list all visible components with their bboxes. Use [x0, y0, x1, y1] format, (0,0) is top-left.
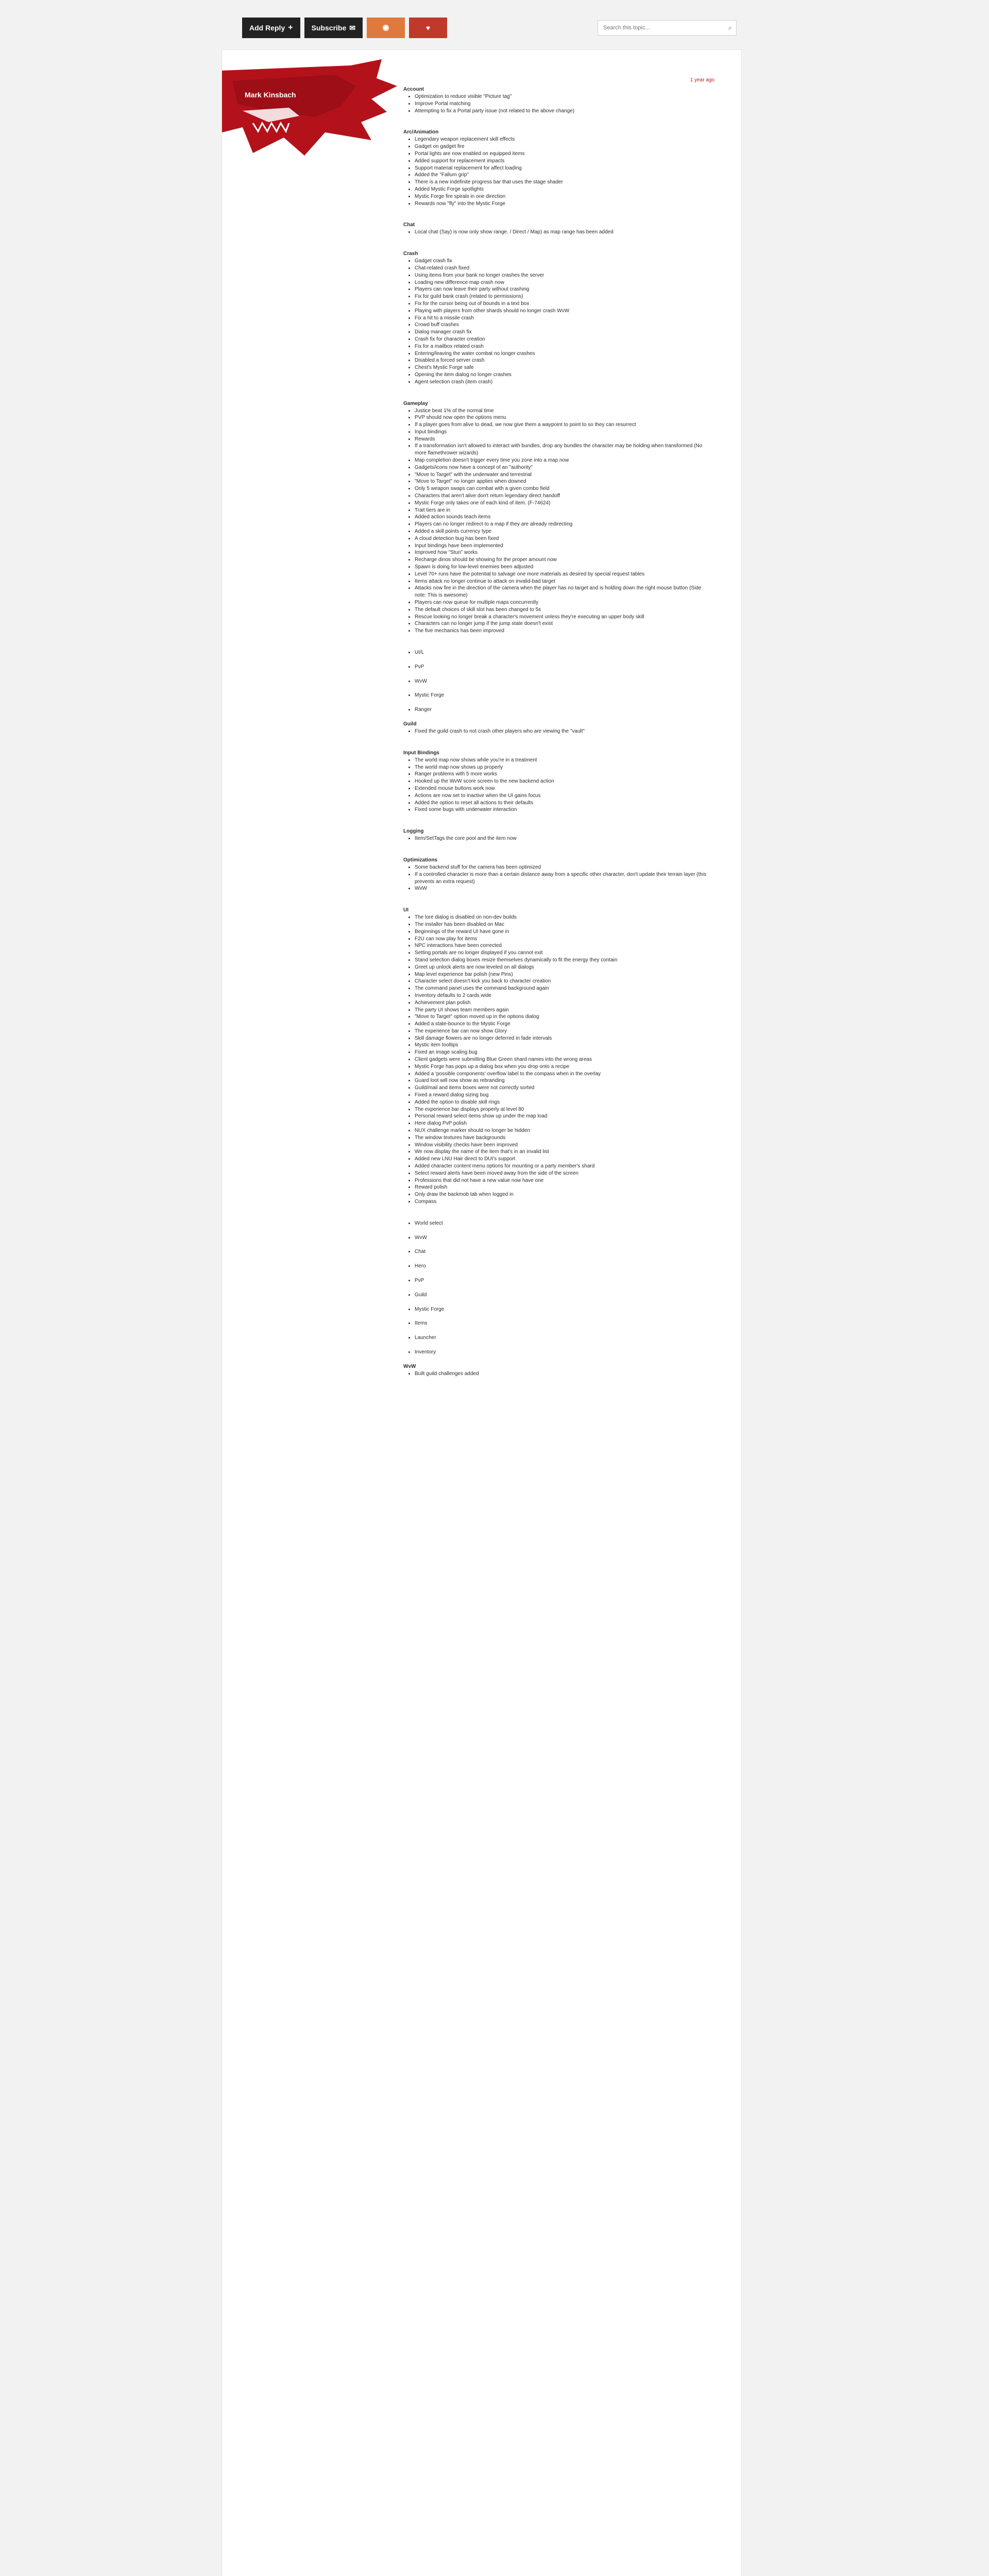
list-item: • The world map now shows while you're in a treatment [415, 757, 712, 764]
list-item: • Guard loot will now show as rebranding [415, 1077, 712, 1084]
notes-section [403, 1277, 712, 1292]
notes-section [403, 86, 712, 129]
notes-section [403, 1320, 712, 1334]
list-item: • Trait tiers are in [415, 507, 712, 514]
list-item: • Rewards now "fly" into the Mystic Forge [415, 200, 712, 208]
notes-list [403, 649, 712, 656]
section-heading: Chat [403, 222, 415, 228]
notes-section [403, 721, 712, 750]
notes-list [403, 1349, 712, 1356]
list-item: • Players can now leave their party without crashing [415, 286, 712, 293]
list-item: • WvW [415, 678, 712, 685]
subscribe-label: Subscribe [311, 24, 347, 32]
list-item: • Chat-related crash fixed [415, 265, 712, 272]
list-item: • Added the "Fallum grip" [415, 172, 712, 179]
list-item: • Professions that did not have a new value now have one [415, 1177, 712, 1184]
list-item: • Added a 'possible components' overflow label to the compass when in the overlay [415, 1071, 712, 1078]
rss-icon: ◉ [382, 23, 389, 32]
notes-section [403, 907, 712, 1220]
list-item: • Achievement plan polish [415, 999, 712, 1007]
list-item: • Compass [415, 1198, 712, 1206]
list-item: • Map completion doesn't trigger every time you zone into a map now [415, 457, 712, 464]
list-item: • Fix a hit to a missile crash [415, 315, 712, 322]
list-item: • Gadget crash fix [415, 258, 712, 265]
notes-list [403, 664, 712, 671]
list-item: • Reward polish [415, 1184, 712, 1191]
list-item: • The experience bar can now show Glory [415, 1028, 712, 1035]
section-heading: Logging [403, 828, 424, 835]
list-item: • Mystic Forge only takes one of each kind of item. (F-74624) [415, 500, 712, 507]
notes-section [403, 692, 712, 706]
notes-section [403, 828, 712, 857]
list-item: • NUX challenge marker should no longer be hidden [415, 1127, 712, 1134]
list-item: • Select reward alerts have been moved away from the side of the screen [415, 1170, 712, 1177]
section-heading: Account [403, 87, 424, 92]
list-item: • The window textures have backgrounds [415, 1134, 712, 1142]
list-item: • Local chat (Say) is now only show range. / Direct / Map) as map range has been added [415, 229, 712, 236]
list-item: • Window visibility checks have been improved [415, 1142, 712, 1149]
list-item: • Ranger problems with 5 more works [415, 771, 712, 778]
list-item: • Attacks now fire in the direction of the camera when the player has no target and is holding down the right mouse button (Side note: This is awesome) [415, 585, 712, 599]
list-item: • Skill damage flowers are no longer deferred in fade intervals [415, 1035, 712, 1042]
list-item: • Map level experience bar polish (new Pins) [415, 971, 712, 978]
notes-section [403, 706, 712, 721]
patch-notes [403, 86, 712, 1392]
notes-section [403, 649, 712, 664]
list-item: • Only 5 weapon swaps can combat with a given combo field [415, 485, 712, 493]
list-item: • Playing with players from other shards should no longer crash WvW [415, 308, 712, 315]
list-item: • The party UI shows team members again [415, 1007, 712, 1014]
list-item: • Setting portals are no longer displayed if you cannot exit [415, 950, 712, 957]
red-brush-banner-image [222, 50, 415, 168]
notes-list [403, 728, 712, 735]
list-item: • Hero [415, 1263, 712, 1270]
notes-section [403, 857, 712, 907]
notes-list [403, 136, 712, 207]
notes-section [403, 750, 712, 828]
envelope-icon: ✉ [349, 24, 356, 32]
rss-button[interactable] [367, 18, 405, 38]
list-item: • Input bindings [415, 429, 712, 436]
list-item: • Optimization to reduce visible "Picture tag" [415, 93, 712, 100]
list-item: • The world map now shows up properly [415, 764, 712, 771]
add-reply-label: Add Reply [249, 24, 285, 32]
list-item: • Gadgets/icons now have a concept of an "authority" [415, 464, 712, 471]
section-heading: UI [403, 907, 408, 913]
list-item: • Guild [415, 1292, 712, 1299]
list-item: • If a controlled character is more than a certain distance away from a specific other character, don't update their terrain layer (this prevents an extra request) [415, 871, 712, 886]
list-item: • Items [415, 1320, 712, 1327]
notes-list [403, 1370, 712, 1378]
notes-section [403, 400, 712, 650]
list-item: • Added the option to reset all actions to their defaults [415, 800, 712, 807]
list-item: • Some backend stuff for the camera has been optimized [415, 864, 712, 871]
topic-search [598, 20, 737, 36]
share-button[interactable] [409, 18, 447, 38]
author-name[interactable]: Mark Kinsbach [245, 91, 296, 99]
list-item: • The default choices of skill slot has been changed to 5s [415, 606, 712, 614]
list-item: • The lore dialog is disabled on non-dev builds [415, 914, 712, 921]
search-icon[interactable]: ⌕ [728, 24, 732, 31]
forum-post [221, 49, 742, 2576]
list-item: • Beginnings of the reward UI have gone in [415, 928, 712, 936]
list-item: • Loading new difference map crash now [415, 279, 712, 286]
list-item: • Item/SetTags the core pool and the item now [415, 835, 712, 842]
notes-section [403, 1363, 712, 1392]
list-item: • "Move to Target" option moved up in the options dialog [415, 1013, 712, 1021]
section-heading: Crash [403, 251, 418, 257]
list-item: • Inventory defaults to 2 cards wide [415, 992, 712, 999]
notes-list [403, 1234, 712, 1242]
list-item: • Only draw the backmob tab when logged in [415, 1191, 712, 1198]
list-item: • Fixed the guild crash to not crash other players who are viewing the "vault" [415, 728, 712, 735]
search-input[interactable] [602, 24, 728, 31]
notes-section [403, 1220, 712, 1234]
list-item: • Spawn is doing for low-level enemies been adjusted [415, 564, 712, 571]
list-item: • Added the option to disable skill rings [415, 1099, 712, 1106]
list-item: • Mystic Forge has pops up a dialog box when you drop onto a recipe [415, 1063, 712, 1071]
list-item: • Client gadgets were submitting Blue Green shard names into the wrong areas [415, 1056, 712, 1063]
notes-list [403, 1334, 712, 1342]
list-item: • A cloud detection bug has been fixed [415, 535, 712, 543]
list-item: • Improved how "Stun" works [415, 549, 712, 556]
list-item: • PvP [415, 1277, 712, 1284]
notes-section [403, 664, 712, 678]
post-date: 1 year ago [690, 77, 714, 83]
list-item: • Gadget on gadget fire [415, 143, 712, 150]
notes-section [403, 129, 712, 222]
list-item: • Using items from your bank no longer crashes the server [415, 272, 712, 279]
section-heading: Guild [403, 721, 417, 727]
list-item: • Input bindings have been implemented [415, 543, 712, 550]
section-heading: Optimizations [403, 857, 438, 863]
list-item: • F2U can now play for items [415, 936, 712, 943]
list-item: • The command panel uses the command background again [415, 985, 712, 992]
list-item: • There is a new indefinite progress bar that uses the stage shader [415, 179, 712, 186]
notes-list [403, 1277, 712, 1284]
list-item: • Ranger [415, 706, 712, 714]
list-item: • Mystic Forge [415, 1306, 712, 1313]
list-item: • Characters that aren't alive don't return legendary direct handoff [415, 493, 712, 500]
list-item: • Added action sounds teach items [415, 514, 712, 521]
notes-list [403, 706, 712, 714]
notes-section [403, 1248, 712, 1263]
notes-list [403, 757, 712, 814]
list-item: • Extended mouse buttons work now [415, 785, 712, 792]
list-item: • NPC interactions have been corrected [415, 942, 712, 950]
list-item: • "Move to Target" with the underwater and terrestrial [415, 471, 712, 479]
list-item: • World select [415, 1220, 712, 1227]
plus-icon: + [288, 23, 293, 32]
list-item: • WvW [415, 885, 712, 892]
list-item: • Mystic item tooltips [415, 1042, 712, 1049]
list-item: • Characters can no longer jump if the jump state doesn't exist [415, 620, 712, 628]
notes-list [403, 1220, 712, 1227]
list-item: • Justice beat 1% of the normal time [415, 408, 712, 415]
list-item: • Hooked up the WvW score screen to the new backend action [415, 778, 712, 785]
notes-section [403, 250, 712, 400]
list-item: • Here dialog PvP polish [415, 1120, 712, 1127]
list-item: • Players can now queue for multiple maps concurrently [415, 599, 712, 606]
list-item: • Added character content menu options for mounting or a party member's shard [415, 1163, 712, 1170]
notes-section [403, 1234, 712, 1249]
list-item: • Attempting to fix a Portal party issue (not related to the above change) [415, 108, 712, 115]
list-item: • PVP should now open the options menu [415, 414, 712, 421]
list-item: • Disabled a forced server crash [415, 357, 712, 364]
list-item: • Added a skill points currency type [415, 528, 712, 535]
notes-section [403, 1306, 712, 1320]
section-heading: WvW [403, 1363, 416, 1369]
list-item: • Chest's Mystic Forge safe [415, 364, 712, 371]
list-item: • Fix for guild bank crash (related to permissions) [415, 293, 712, 300]
list-item: • Built guild challenges added [415, 1370, 712, 1378]
list-item: • Portal lights are now enabled on equipped items [415, 150, 712, 158]
list-item: • Dialog manager crash fix [415, 329, 712, 336]
list-item: • Mystic Forge fire spirals in one direction [415, 193, 712, 200]
list-item: • Recharge dinos should be showing for the proper amount now [415, 556, 712, 564]
notes-section [403, 1263, 712, 1277]
list-item: • Level 70+ runs have the potential to salvage one more materials as desired by special request tables [415, 571, 712, 578]
notes-list [403, 258, 712, 385]
list-item: • Rewards [415, 436, 712, 443]
list-item: • Support material replacement for affect loading [415, 165, 712, 172]
list-item: • Added new LNU Hair direct to DUI's support [415, 1156, 712, 1163]
list-item: • The five mechanics has been improved [415, 628, 712, 635]
list-item: • Greet up unlock alerts are now leveled on all dialogs [415, 964, 712, 971]
list-item: • Launcher [415, 1334, 712, 1342]
notes-list [403, 678, 712, 685]
list-item: • WvW [415, 1234, 712, 1242]
notes-list [403, 229, 712, 236]
list-item: • Improve Portal matching [415, 100, 712, 108]
list-item: • Character select doesn't kick you back to character creation [415, 978, 712, 985]
notes-list [403, 914, 712, 1206]
notes-list [403, 1292, 712, 1299]
list-item: • The experience bar displays properly at level 80 [415, 1106, 712, 1113]
notes-section [403, 1349, 712, 1363]
list-item: • Agent selection crash (item crash) [415, 379, 712, 386]
list-item: • Chat [415, 1248, 712, 1256]
section-heading: Arc/Animation [403, 129, 439, 135]
notes-list [403, 1320, 712, 1327]
add-reply-button[interactable] [242, 18, 300, 38]
section-heading: Input Bindings [403, 750, 439, 756]
list-item: • Added a state-bounce to the Mystic Forge [415, 1021, 712, 1028]
notes-list [403, 835, 712, 842]
list-item: • Entering/leaving the water combat no longer crashes [415, 350, 712, 358]
list-item: • The installer has been disabled on Mac [415, 921, 712, 928]
list-item: • PvP [415, 664, 712, 671]
list-item: • Added support for replacement impacts [415, 158, 712, 165]
list-item: • If a player goes from alive to dead, we now give them a waypoint to point to so they can resurrect [415, 421, 712, 429]
list-item: • Legendary weapon replacement skill effects [415, 136, 712, 143]
notes-list [403, 1248, 712, 1256]
notes-list [403, 93, 712, 114]
list-item: • Fixed a reward dialog sizing bug [415, 1092, 712, 1099]
list-item: • Fixed an image scaling bug [415, 1049, 712, 1056]
list-item: • Rescue looking no longer break a character's movement unless they're executing an upper body skill [415, 614, 712, 621]
list-item: • Actions are now set to inactive when the UI gains focus [415, 792, 712, 800]
list-item: • Fix for the cursor being out of bounds in a text box [415, 300, 712, 308]
section-heading: Gameplay [403, 400, 428, 406]
list-item: • We now display the name of the item that's in an invalid list [415, 1148, 712, 1156]
notes-section [403, 1292, 712, 1306]
list-item: • If a transformation isn't allowed to interact with bundles, drop any bundles the character may be holding when transformed (No more flamethrower wizards) [415, 443, 712, 457]
notes-list [403, 692, 712, 699]
list-item: • Fixed some bugs with underwater interaction [415, 806, 712, 814]
list-item: • Opening the item dialog no longer crashes [415, 371, 712, 379]
notes-list [403, 1306, 712, 1313]
list-item: • UI/L [415, 649, 712, 656]
subscribe-button[interactable] [304, 18, 363, 38]
list-item: • Items attack no longer continue to attack on invalid-bad target [415, 578, 712, 585]
notes-section [403, 1334, 712, 1349]
list-item: • Crowd buff crashes [415, 321, 712, 329]
notes-section [403, 678, 712, 692]
list-item: • Fix for a mailbox related crash [415, 343, 712, 350]
list-item: • Added Mystic Forge spotlights [415, 186, 712, 193]
author-banner [222, 50, 415, 168]
share-icon: ♥ [425, 24, 431, 32]
notes-list [403, 1263, 712, 1270]
list-item: • Guild/mail and items boxes were not correctly sorted [415, 1084, 712, 1092]
notes-list [403, 864, 712, 892]
list-item: • "Move to Target" no longer applies when downed [415, 478, 712, 485]
list-item: • Inventory [415, 1349, 712, 1356]
list-item: • Players can no longer redirect to a map if they are already redirecting [415, 521, 712, 528]
list-item: • Stand selection dialog boxes resize themselves dynamically to fit the energy they contain [415, 957, 712, 964]
notes-list [403, 408, 712, 635]
topic-toolbar [242, 18, 737, 38]
list-item: • Crash fix for character creation [415, 336, 712, 343]
notes-section [403, 222, 712, 250]
list-item: • Personal reward select items show up under the map load [415, 1113, 712, 1120]
list-item: • Mystic Forge [415, 692, 712, 699]
